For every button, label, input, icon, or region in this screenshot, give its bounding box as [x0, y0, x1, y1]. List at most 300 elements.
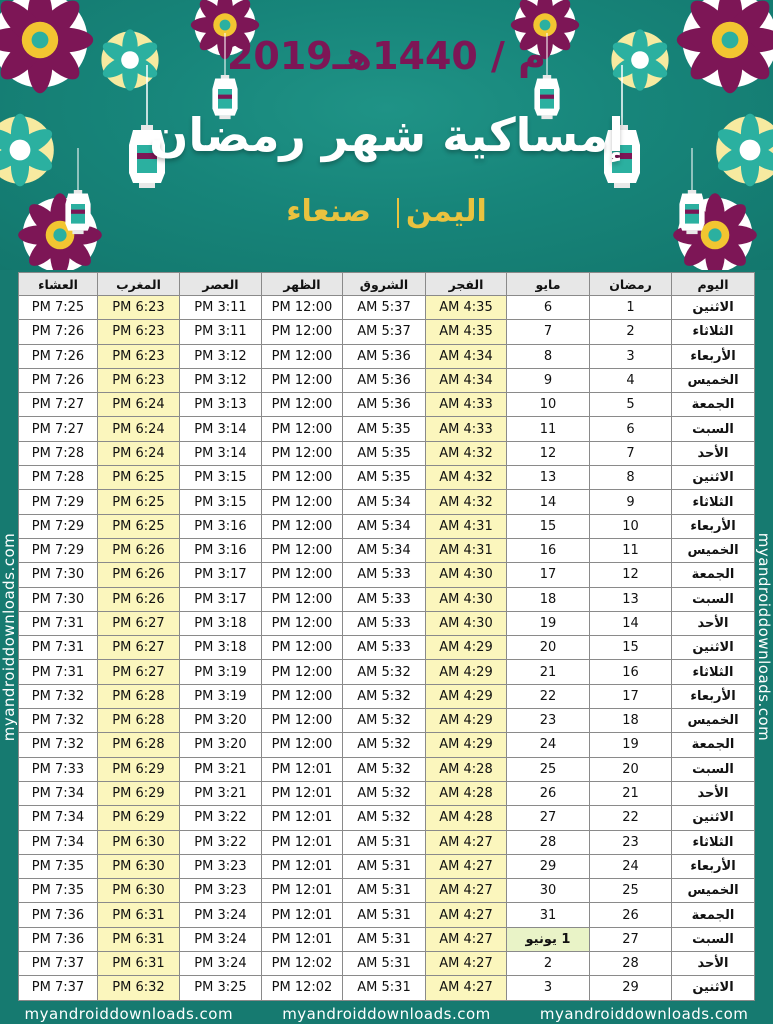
cell-day: الثلاثاء — [672, 320, 755, 344]
cell-sunrise: 5:31 AM — [343, 976, 426, 1000]
cell-asr: 3:18 PM — [180, 611, 262, 635]
cell-sunrise: 5:36 AM — [343, 393, 426, 417]
cell-may-date: 13 — [507, 466, 590, 490]
table-row — [19, 296, 755, 320]
cell-isha: 7:28 PM — [19, 441, 98, 465]
cell-sunrise: 5:37 AM — [343, 296, 426, 320]
cell-may-date: 25 — [507, 757, 590, 781]
column-header-fajr: الفجر — [426, 273, 507, 296]
cell-isha: 7:35 PM — [19, 879, 98, 903]
watermark-left: myandroiddownloads.com — [0, 532, 18, 742]
cell-ramadan-day: 15 — [590, 636, 672, 660]
year-label: 2019م / 1440هـ — [226, 34, 547, 78]
cell-ramadan-day: 12 — [590, 563, 672, 587]
table-row — [19, 976, 755, 1000]
cell-sunrise: 5:33 AM — [343, 587, 426, 611]
cell-may-date: 9 — [507, 368, 590, 392]
cell-day: الجمعة — [672, 563, 755, 587]
cell-maghrib: 6:28 PM — [98, 684, 180, 708]
cell-ramadan-day: 2 — [590, 320, 672, 344]
cell-asr: 3:14 PM — [180, 441, 262, 465]
cell-may-date: 21 — [507, 660, 590, 684]
cell-isha: 7:33 PM — [19, 757, 98, 781]
table-row — [19, 709, 755, 733]
watermark-text: myandroiddownloads.com — [24, 1004, 234, 1023]
cell-ramadan-day: 24 — [590, 854, 672, 878]
cell-asr: 3:23 PM — [180, 854, 262, 878]
cell-asr: 3:16 PM — [180, 538, 262, 562]
cell-fajr: 4:27 AM — [426, 952, 507, 976]
cell-dhuhr: 12:01 PM — [262, 927, 343, 951]
city-name: صنعاء — [286, 194, 371, 229]
cell-maghrib: 6:30 PM — [98, 830, 180, 854]
cell-may-date: 20 — [507, 636, 590, 660]
cell-may-date: 18 — [507, 587, 590, 611]
table-body — [19, 296, 755, 1001]
ramadan-schedule-table — [18, 272, 755, 1001]
cell-day: الاثنين — [672, 296, 755, 320]
cell-dhuhr: 12:00 PM — [262, 563, 343, 587]
cell-dhuhr: 12:00 PM — [262, 587, 343, 611]
cell-day: الثلاثاء — [672, 660, 755, 684]
cell-maghrib: 6:27 PM — [98, 660, 180, 684]
cell-ramadan-day: 1 — [590, 296, 672, 320]
table-row — [19, 636, 755, 660]
cell-isha: 7:27 PM — [19, 393, 98, 417]
cell-fajr: 4:31 AM — [426, 538, 507, 562]
cell-isha: 7:34 PM — [19, 781, 98, 805]
cell-sunrise: 5:36 AM — [343, 344, 426, 368]
cell-fajr: 4:29 AM — [426, 660, 507, 684]
cell-asr: 3:24 PM — [180, 927, 262, 951]
cell-fajr: 4:27 AM — [426, 830, 507, 854]
cell-asr: 3:17 PM — [180, 587, 262, 611]
table-row — [19, 441, 755, 465]
cell-ramadan-day: 6 — [590, 417, 672, 441]
column-header-isha: العشاء — [19, 273, 98, 296]
table-row — [19, 927, 755, 951]
table-row — [19, 611, 755, 635]
table-row — [19, 490, 755, 514]
cell-isha: 7:28 PM — [19, 466, 98, 490]
cell-may-date: 23 — [507, 709, 590, 733]
cell-fajr: 4:34 AM — [426, 368, 507, 392]
cell-day: الأربعاء — [672, 514, 755, 538]
table-row — [19, 368, 755, 392]
cell-may-date: 31 — [507, 903, 590, 927]
table-row — [19, 563, 755, 587]
cell-sunrise: 5:36 AM — [343, 368, 426, 392]
cell-asr: 3:12 PM — [180, 368, 262, 392]
cell-ramadan-day: 29 — [590, 976, 672, 1000]
table-row — [19, 660, 755, 684]
cell-fajr: 4:30 AM — [426, 611, 507, 635]
cell-isha: 7:37 PM — [19, 976, 98, 1000]
table-header — [19, 273, 755, 296]
cell-isha: 7:34 PM — [19, 830, 98, 854]
cell-isha: 7:30 PM — [19, 587, 98, 611]
cell-dhuhr: 12:00 PM — [262, 466, 343, 490]
cell-fajr: 4:28 AM — [426, 781, 507, 805]
cell-may-date: 11 — [507, 417, 590, 441]
table-row — [19, 344, 755, 368]
cell-fajr: 4:28 AM — [426, 757, 507, 781]
cell-maghrib: 6:23 PM — [98, 296, 180, 320]
cell-day: الاثنين — [672, 636, 755, 660]
cell-may-date: 3 — [507, 976, 590, 1000]
cell-day: الثلاثاء — [672, 490, 755, 514]
cell-fajr: 4:34 AM — [426, 344, 507, 368]
cell-asr: 3:21 PM — [180, 757, 262, 781]
cell-dhuhr: 12:00 PM — [262, 344, 343, 368]
cell-fajr: 4:32 AM — [426, 490, 507, 514]
cell-fajr: 4:27 AM — [426, 903, 507, 927]
column-header-dhuhr: الظهر — [262, 273, 343, 296]
cell-day: الأربعاء — [672, 344, 755, 368]
table-row — [19, 781, 755, 805]
cell-maghrib: 6:23 PM — [98, 344, 180, 368]
cell-dhuhr: 12:00 PM — [262, 684, 343, 708]
cell-asr: 3:17 PM — [180, 563, 262, 587]
cell-day: الخميس — [672, 709, 755, 733]
cell-sunrise: 5:33 AM — [343, 636, 426, 660]
cell-day: السبت — [672, 757, 755, 781]
table-row — [19, 538, 755, 562]
cell-dhuhr: 12:00 PM — [262, 417, 343, 441]
cell-isha: 7:26 PM — [19, 320, 98, 344]
cell-sunrise: 5:32 AM — [343, 781, 426, 805]
cell-sunrise: 5:32 AM — [343, 684, 426, 708]
watermark-text: myandroiddownloads.com — [282, 1004, 491, 1023]
cell-maghrib: 6:25 PM — [98, 466, 180, 490]
cell-sunrise: 5:31 AM — [343, 854, 426, 878]
cell-ramadan-day: 25 — [590, 879, 672, 903]
cell-maghrib: 6:23 PM — [98, 368, 180, 392]
column-header-may-date: مايو — [507, 273, 590, 296]
cell-dhuhr: 12:01 PM — [262, 903, 343, 927]
cell-sunrise: 5:31 AM — [343, 830, 426, 854]
cell-ramadan-day: 4 — [590, 368, 672, 392]
cell-sunrise: 5:34 AM — [343, 490, 426, 514]
cell-may-date: 29 — [507, 854, 590, 878]
cell-day: الاثنين — [672, 806, 755, 830]
cell-asr: 3:14 PM — [180, 417, 262, 441]
cell-ramadan-day: 11 — [590, 538, 672, 562]
cell-may-date: 10 — [507, 393, 590, 417]
cell-fajr: 4:29 AM — [426, 684, 507, 708]
cell-maghrib: 6:26 PM — [98, 538, 180, 562]
cell-fajr: 4:32 AM — [426, 441, 507, 465]
cell-fajr: 4:31 AM — [426, 514, 507, 538]
cell-may-date: 2 — [507, 952, 590, 976]
cell-isha: 7:34 PM — [19, 806, 98, 830]
cell-dhuhr: 12:00 PM — [262, 636, 343, 660]
cell-day: الاثنين — [672, 466, 755, 490]
cell-fajr: 4:29 AM — [426, 709, 507, 733]
cell-day: الجمعة — [672, 733, 755, 757]
cell-may-date: 7 — [507, 320, 590, 344]
cell-day: الأحد — [672, 952, 755, 976]
table-row — [19, 806, 755, 830]
cell-isha: 7:35 PM — [19, 854, 98, 878]
cell-sunrise: 5:33 AM — [343, 611, 426, 635]
country-name: اليمن — [405, 194, 487, 229]
table-row — [19, 733, 755, 757]
cell-dhuhr: 12:01 PM — [262, 854, 343, 878]
cell-dhuhr: 12:02 PM — [262, 952, 343, 976]
cell-sunrise: 5:31 AM — [343, 879, 426, 903]
cell-ramadan-day: 14 — [590, 611, 672, 635]
cell-dhuhr: 12:02 PM — [262, 976, 343, 1000]
cell-fajr: 4:27 AM — [426, 854, 507, 878]
cell-asr: 3:11 PM — [180, 296, 262, 320]
cell-maghrib: 6:25 PM — [98, 514, 180, 538]
column-header-asr: العصر — [180, 273, 262, 296]
cell-asr: 3:16 PM — [180, 514, 262, 538]
cell-isha: 7:25 PM — [19, 296, 98, 320]
cell-ramadan-day: 21 — [590, 781, 672, 805]
cell-isha: 7:36 PM — [19, 903, 98, 927]
cell-maghrib: 6:26 PM — [98, 587, 180, 611]
cell-day: الجمعة — [672, 903, 755, 927]
cell-maghrib: 6:29 PM — [98, 806, 180, 830]
cell-sunrise: 5:33 AM — [343, 563, 426, 587]
cell-dhuhr: 12:01 PM — [262, 806, 343, 830]
cell-fajr: 4:33 AM — [426, 417, 507, 441]
cell-dhuhr: 12:00 PM — [262, 709, 343, 733]
cell-asr: 3:21 PM — [180, 781, 262, 805]
cell-dhuhr: 12:00 PM — [262, 733, 343, 757]
cell-day: الخميس — [672, 368, 755, 392]
cell-ramadan-day: 5 — [590, 393, 672, 417]
cell-day: السبت — [672, 927, 755, 951]
cell-fajr: 4:30 AM — [426, 563, 507, 587]
cell-may-date: 28 — [507, 830, 590, 854]
cell-may-date: 19 — [507, 611, 590, 635]
cell-asr: 3:20 PM — [180, 733, 262, 757]
cell-day: الأحد — [672, 441, 755, 465]
cell-isha: 7:29 PM — [19, 490, 98, 514]
cell-fajr: 4:35 AM — [426, 320, 507, 344]
table-row — [19, 879, 755, 903]
watermark-right: myandroiddownloads.com — [755, 532, 773, 742]
cell-dhuhr: 12:00 PM — [262, 320, 343, 344]
table-row — [19, 393, 755, 417]
cell-isha: 7:32 PM — [19, 709, 98, 733]
cell-day: الأحد — [672, 781, 755, 805]
cell-sunrise: 5:31 AM — [343, 927, 426, 951]
cell-may-date: 16 — [507, 538, 590, 562]
cell-may-date: 30 — [507, 879, 590, 903]
column-header-sunrise: الشروق — [343, 273, 426, 296]
cell-sunrise: 5:35 AM — [343, 466, 426, 490]
cell-day: الأربعاء — [672, 684, 755, 708]
cell-may-date: 15 — [507, 514, 590, 538]
cell-asr: 3:15 PM — [180, 466, 262, 490]
cell-asr: 3:22 PM — [180, 806, 262, 830]
cell-ramadan-day: 9 — [590, 490, 672, 514]
cell-may-date: 14 — [507, 490, 590, 514]
table-row — [19, 514, 755, 538]
cell-maghrib: 6:25 PM — [98, 490, 180, 514]
cell-sunrise: 5:31 AM — [343, 903, 426, 927]
cell-ramadan-day: 7 — [590, 441, 672, 465]
location-label — [0, 194, 773, 229]
cell-may-date: 24 — [507, 733, 590, 757]
cell-day: الاثنين — [672, 976, 755, 1000]
cell-asr: 3:22 PM — [180, 830, 262, 854]
cell-maghrib: 6:24 PM — [98, 393, 180, 417]
column-header-day: اليوم — [672, 273, 755, 296]
page-title: إمساكية شهر رمضان — [149, 108, 624, 162]
cell-isha: 7:26 PM — [19, 368, 98, 392]
cell-asr: 3:24 PM — [180, 903, 262, 927]
cell-fajr: 4:27 AM — [426, 976, 507, 1000]
cell-maghrib: 6:24 PM — [98, 441, 180, 465]
cell-ramadan-day: 10 — [590, 514, 672, 538]
cell-isha: 7:26 PM — [19, 344, 98, 368]
table-row — [19, 854, 755, 878]
cell-may-date: 26 — [507, 781, 590, 805]
cell-fajr: 4:29 AM — [426, 636, 507, 660]
table-row — [19, 320, 755, 344]
cell-ramadan-day: 22 — [590, 806, 672, 830]
column-header-maghrib: المغرب — [98, 273, 180, 296]
cell-isha: 7:32 PM — [19, 684, 98, 708]
cell-may-date: 27 — [507, 806, 590, 830]
cell-maghrib: 6:29 PM — [98, 757, 180, 781]
cell-fajr: 4:33 AM — [426, 393, 507, 417]
table-row — [19, 903, 755, 927]
cell-fajr: 4:27 AM — [426, 879, 507, 903]
cell-asr: 3:23 PM — [180, 879, 262, 903]
cell-sunrise: 5:32 AM — [343, 806, 426, 830]
cell-dhuhr: 12:00 PM — [262, 490, 343, 514]
table-row — [19, 757, 755, 781]
cell-day: الجمعة — [672, 393, 755, 417]
cell-maghrib: 6:31 PM — [98, 903, 180, 927]
cell-maghrib: 6:30 PM — [98, 879, 180, 903]
cell-sunrise: 5:32 AM — [343, 709, 426, 733]
table-row — [19, 417, 755, 441]
cell-sunrise: 5:34 AM — [343, 538, 426, 562]
cell-day: الأربعاء — [672, 854, 755, 878]
cell-dhuhr: 12:00 PM — [262, 393, 343, 417]
cell-ramadan-day: 27 — [590, 927, 672, 951]
cell-day: الأحد — [672, 611, 755, 635]
cell-day: السبت — [672, 587, 755, 611]
cell-may-date: 1 يونيو — [507, 927, 590, 951]
cell-dhuhr: 12:01 PM — [262, 757, 343, 781]
cell-may-date: 17 — [507, 563, 590, 587]
cell-ramadan-day: 16 — [590, 660, 672, 684]
cell-dhuhr: 12:00 PM — [262, 441, 343, 465]
cell-sunrise: 5:34 AM — [343, 514, 426, 538]
cell-ramadan-day: 13 — [590, 587, 672, 611]
cell-asr: 3:20 PM — [180, 709, 262, 733]
cell-dhuhr: 12:00 PM — [262, 514, 343, 538]
cell-may-date: 6 — [507, 296, 590, 320]
cell-maghrib: 6:27 PM — [98, 636, 180, 660]
cell-dhuhr: 12:01 PM — [262, 781, 343, 805]
cell-sunrise: 5:37 AM — [343, 320, 426, 344]
cell-sunrise: 5:35 AM — [343, 417, 426, 441]
cell-asr: 3:11 PM — [180, 320, 262, 344]
cell-ramadan-day: 3 — [590, 344, 672, 368]
cell-isha: 7:36 PM — [19, 927, 98, 951]
cell-ramadan-day: 18 — [590, 709, 672, 733]
cell-asr: 3:18 PM — [180, 636, 262, 660]
cell-sunrise: 5:32 AM — [343, 660, 426, 684]
cell-asr: 3:13 PM — [180, 393, 262, 417]
cell-maghrib: 6:26 PM — [98, 563, 180, 587]
cell-fajr: 4:35 AM — [426, 296, 507, 320]
table-row — [19, 587, 755, 611]
cell-asr: 3:12 PM — [180, 344, 262, 368]
cell-day: الثلاثاء — [672, 830, 755, 854]
cell-day: الخميس — [672, 538, 755, 562]
cell-sunrise: 5:31 AM — [343, 952, 426, 976]
cell-may-date: 22 — [507, 684, 590, 708]
cell-fajr: 4:29 AM — [426, 733, 507, 757]
watermark-text: myandroiddownloads.com — [539, 1004, 749, 1023]
cell-isha: 7:31 PM — [19, 636, 98, 660]
cell-maghrib: 6:24 PM — [98, 417, 180, 441]
cell-fajr: 4:30 AM — [426, 587, 507, 611]
cell-sunrise: 5:32 AM — [343, 757, 426, 781]
table-row — [19, 466, 755, 490]
cell-asr: 3:19 PM — [180, 684, 262, 708]
table-row — [19, 952, 755, 976]
cell-dhuhr: 12:00 PM — [262, 368, 343, 392]
table-row — [19, 684, 755, 708]
cell-isha: 7:29 PM — [19, 538, 98, 562]
cell-dhuhr: 12:00 PM — [262, 538, 343, 562]
cell-maghrib: 6:23 PM — [98, 320, 180, 344]
cell-asr: 3:24 PM — [180, 952, 262, 976]
cell-dhuhr: 12:00 PM — [262, 296, 343, 320]
cell-asr: 3:15 PM — [180, 490, 262, 514]
header-banner — [0, 0, 773, 270]
cell-maghrib: 6:27 PM — [98, 611, 180, 635]
cell-ramadan-day: 26 — [590, 903, 672, 927]
cell-isha: 7:31 PM — [19, 611, 98, 635]
cell-ramadan-day: 28 — [590, 952, 672, 976]
cell-isha: 7:30 PM — [19, 563, 98, 587]
cell-maghrib: 6:31 PM — [98, 952, 180, 976]
cell-fajr: 4:32 AM — [426, 466, 507, 490]
cell-asr: 3:19 PM — [180, 660, 262, 684]
watermark-bottom — [0, 1003, 773, 1024]
cell-may-date: 8 — [507, 344, 590, 368]
cell-day: الخميس — [672, 879, 755, 903]
cell-isha: 7:31 PM — [19, 660, 98, 684]
cell-maghrib: 6:31 PM — [98, 927, 180, 951]
cell-dhuhr: 12:00 PM — [262, 660, 343, 684]
cell-asr: 3:25 PM — [180, 976, 262, 1000]
cell-isha: 7:37 PM — [19, 952, 98, 976]
cell-ramadan-day: 8 — [590, 466, 672, 490]
cell-isha: 7:32 PM — [19, 733, 98, 757]
cell-ramadan-day: 19 — [590, 733, 672, 757]
cell-dhuhr: 12:00 PM — [262, 611, 343, 635]
cell-ramadan-day: 20 — [590, 757, 672, 781]
cell-dhuhr: 12:01 PM — [262, 830, 343, 854]
cell-maghrib: 6:29 PM — [98, 781, 180, 805]
cell-dhuhr: 12:01 PM — [262, 879, 343, 903]
cell-maghrib: 6:30 PM — [98, 854, 180, 878]
cell-maghrib: 6:28 PM — [98, 709, 180, 733]
